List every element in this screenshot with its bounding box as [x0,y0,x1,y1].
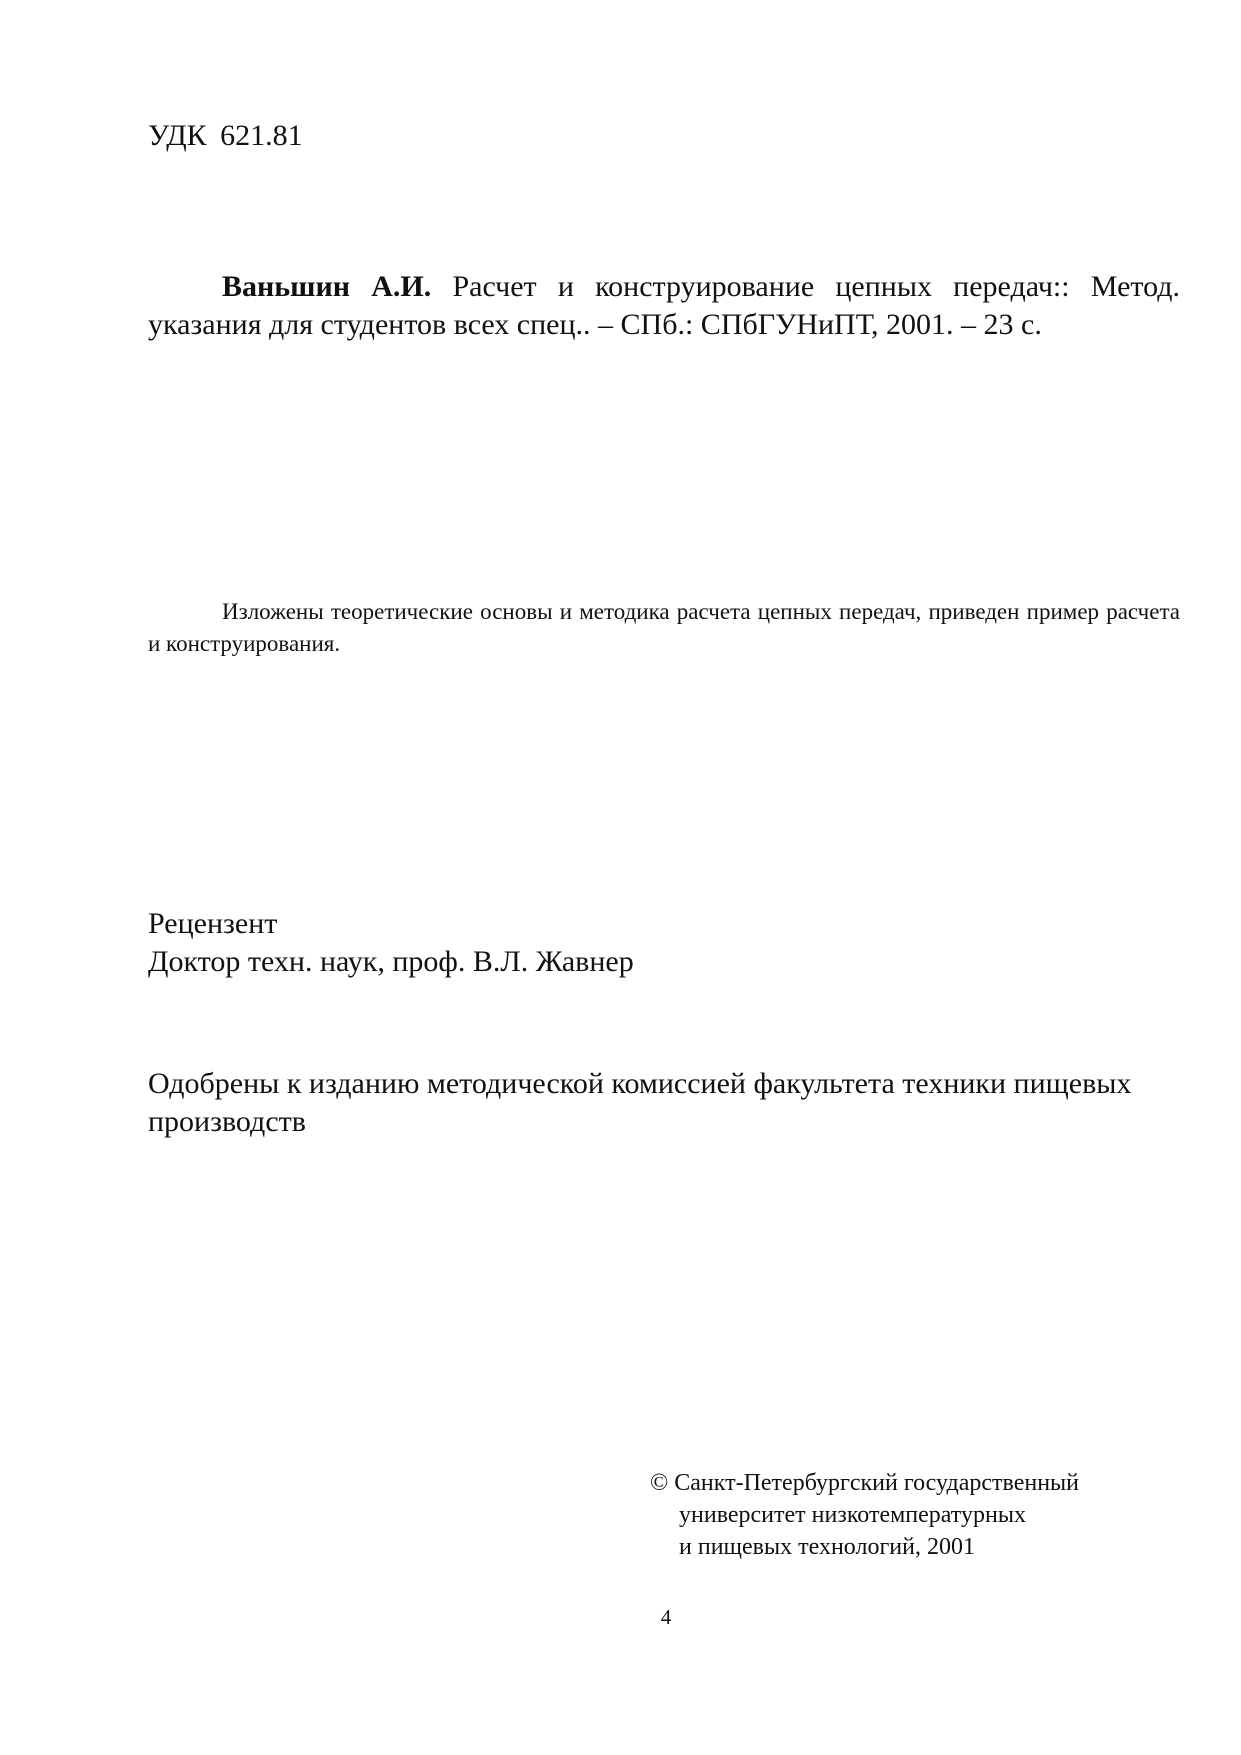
abstract-text: Изложены теоретические основы и методика расчета цепных передач, приведен пример расчета и конструирования. [148,599,1180,656]
citation-text: Расчет и конструирование цепных передач:: Метод. указания для студентов всех спец.. – СПб.: СПбГУНиПТ, 2001. – 23 с. [148,270,1180,341]
reviewer-block [148,905,634,981]
copyright-line-1: © Санкт-Петербургский государственный [650,1470,1079,1496]
page-number: 4 [660,1605,672,1629]
udk-code: УДК 621.81 [148,119,303,152]
copyright-line-3: и пищевых технологий, 2001 [679,1534,975,1560]
reviewer-name: Доктор техн. наук, проф. В.Л. Жавнер [148,945,634,978]
approval-statement: Одобрены к изданию методической комиссией факультета техники пищевых производств [148,1067,1132,1138]
copyright-line-2: университет низкотемпературных [679,1502,1026,1528]
citation-author: Ваньшин А.И. [222,270,432,303]
bibliographic-citation [148,268,1180,344]
reviewer-label: Рецензент [148,907,278,940]
abstract-paragraph [148,596,1180,660]
copyright-block [650,1467,1079,1563]
